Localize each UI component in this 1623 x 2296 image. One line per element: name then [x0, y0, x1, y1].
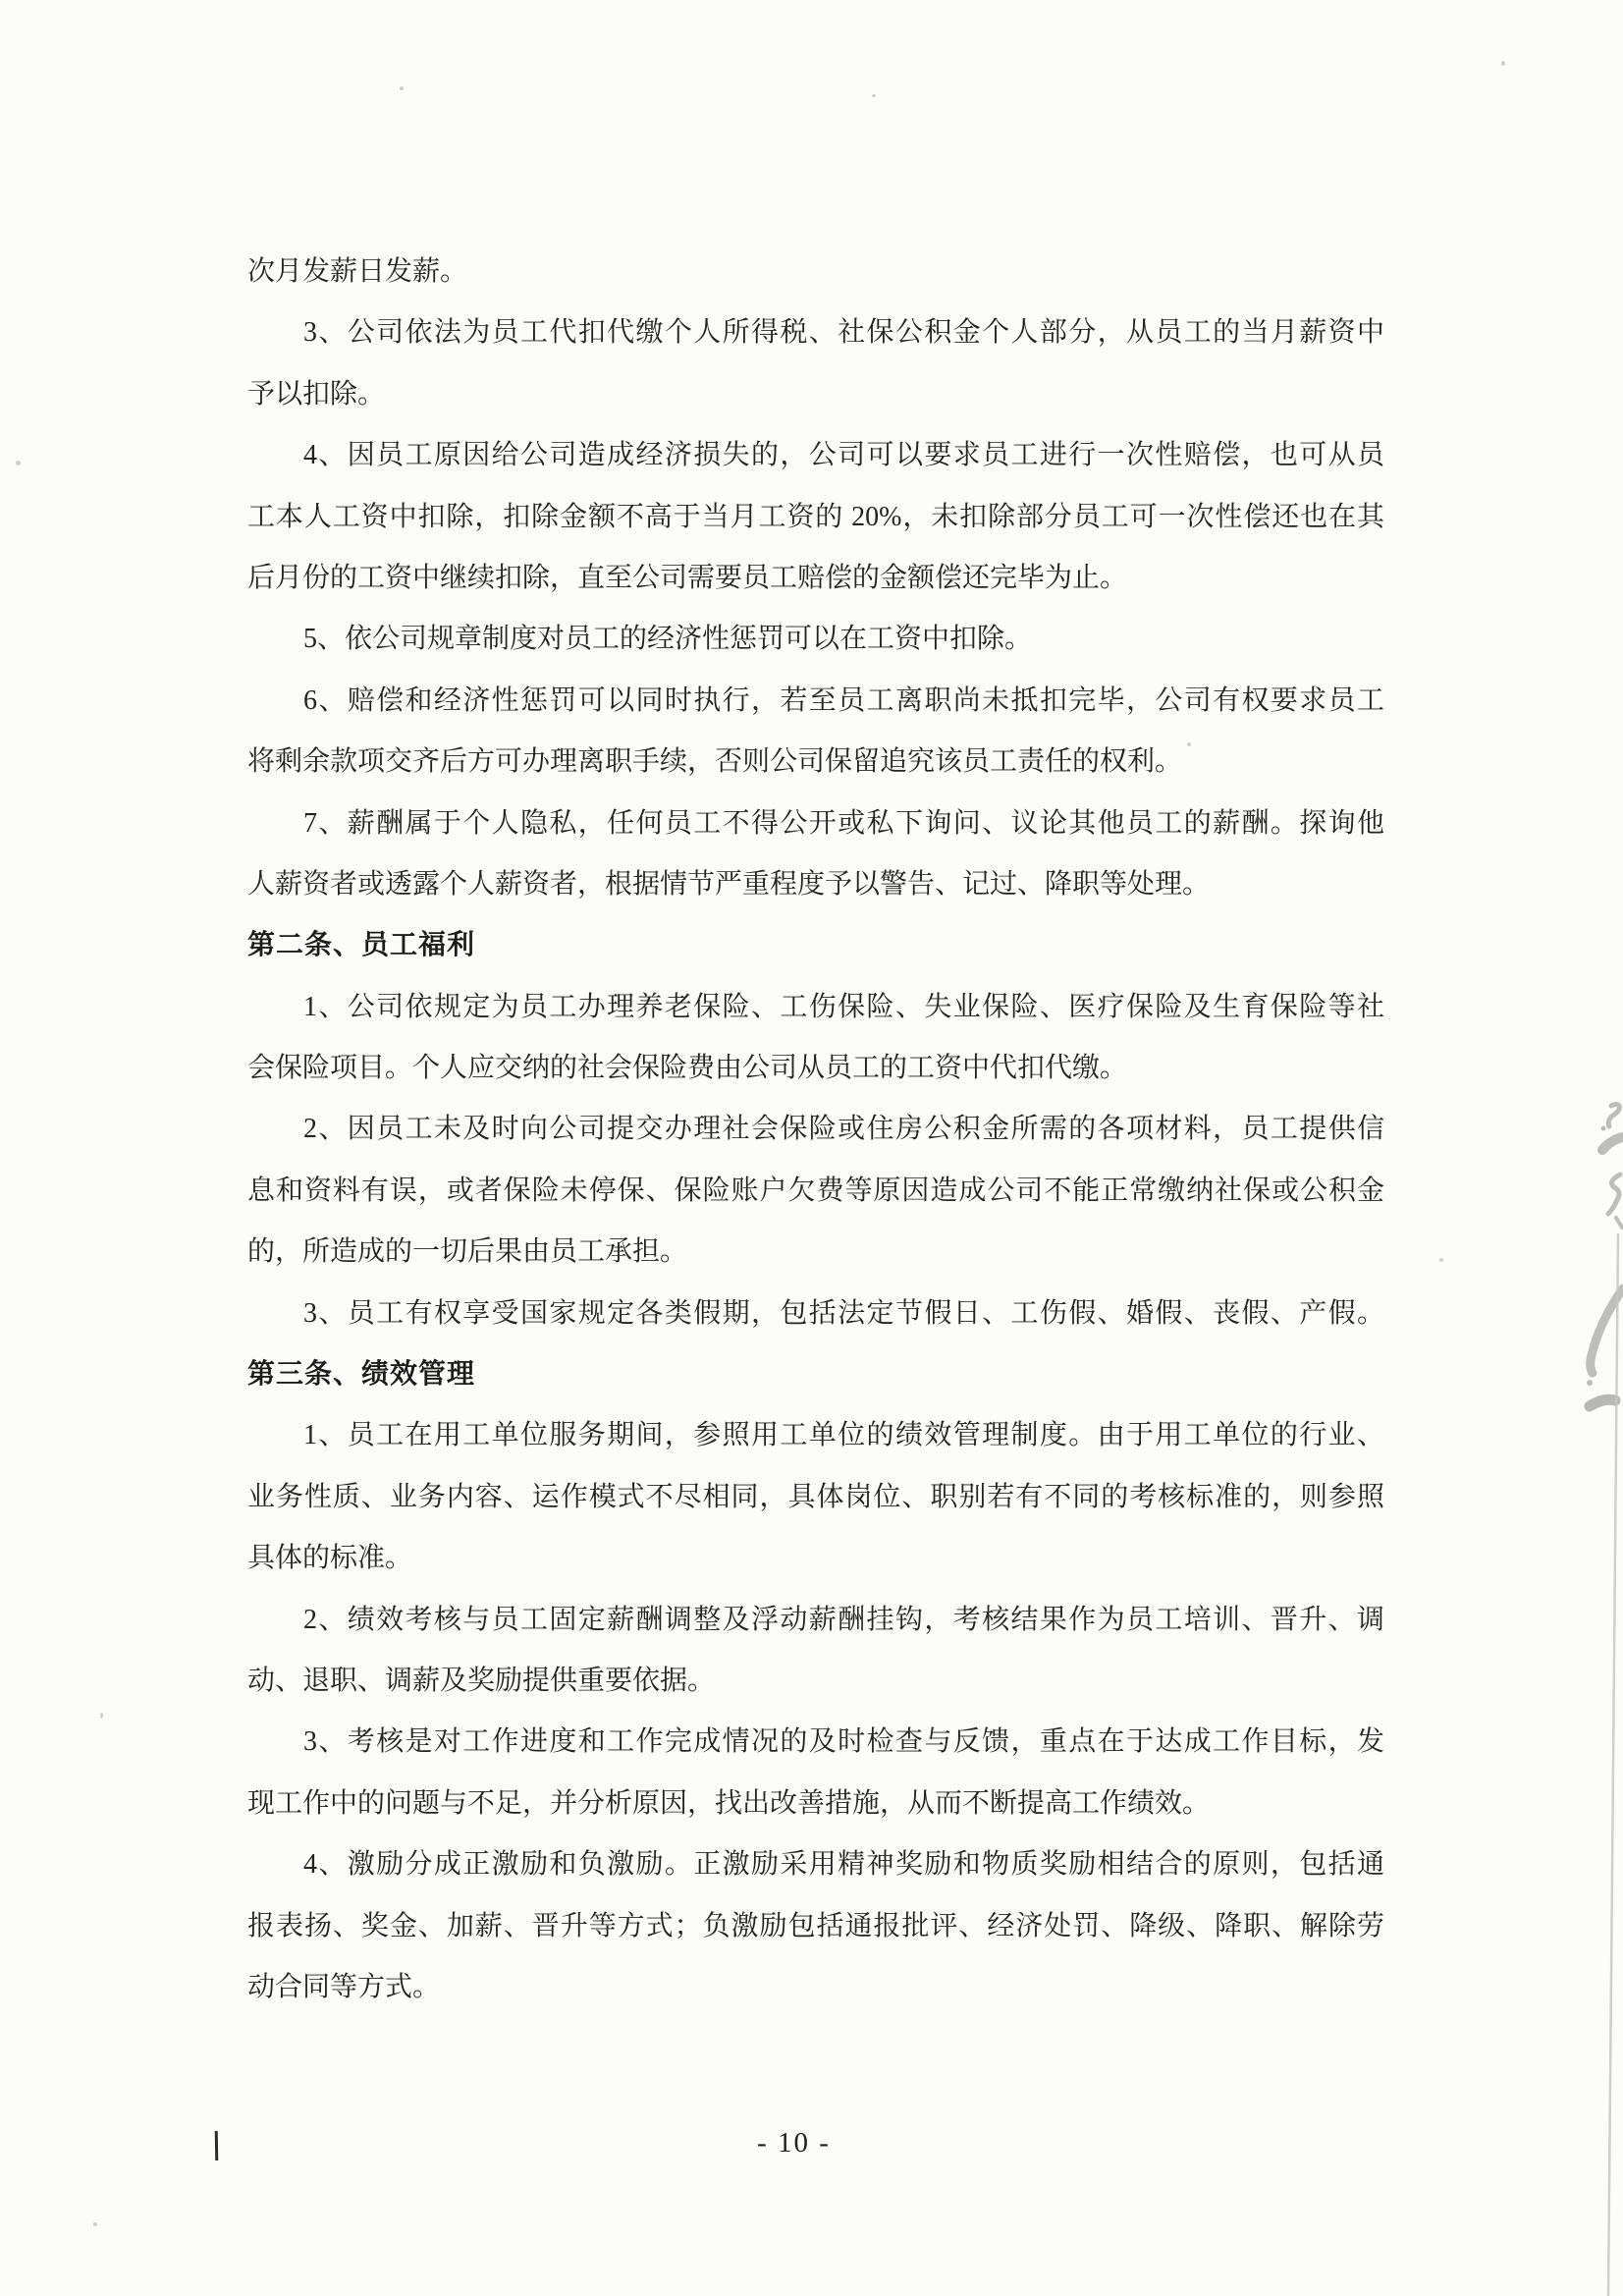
- page-number: - 10 -: [757, 2127, 831, 2159]
- text-line: 次月发薪日发薪。: [247, 256, 468, 287]
- text-line: 2、因员工未及时向公司提交办理社会保险或住房公积金所需的各项材料，员工提供信: [303, 1114, 1384, 1145]
- text-line: 息和资料有误，或者保险未停保、保险账户欠费等原因造成公司不能正常缴纳社保或公积金: [247, 1175, 1384, 1206]
- section-heading: 第三条、绩效管理: [247, 1359, 476, 1391]
- text-line: 将剩余款项交齐后方可办理离职手续，否则公司保留追究该员工责任的权利。: [247, 746, 1183, 778]
- text-line: 业务性质、业务内容、运作模式不尽相同，具体岗位、职别若有不同的考核标准的，则参照: [247, 1481, 1384, 1512]
- text-line: 5、依公司规章制度对员工的经济性惩罚可以在工资中扣除。: [303, 624, 1033, 655]
- text-line: 动合同等方式。: [247, 1971, 441, 2002]
- document-body: [247, 242, 1384, 2018]
- text-line: 动、退职、调薪及奖励提供重要依据。: [247, 1665, 716, 1696]
- text-line: 会保险项目。个人应交纳的社会保险费由公司从员工的工资中代扣代缴。: [247, 1053, 1128, 1084]
- text-line: 6、赔偿和经济性惩罚可以同时执行，若至员工离职尚未抵扣完毕，公司有权要求员工: [303, 684, 1384, 716]
- text-line: 具体的标准。: [247, 1543, 413, 1574]
- text-line: 1、员工在用工单位服务期间，参照用工单位的绩效管理制度。由于用工单位的行业、: [303, 1420, 1384, 1451]
- text-line: 人薪资者或透露个人薪资者，根据情节严重程度予以警告、记过、降职等处理。: [247, 868, 1211, 900]
- text-line: 3、公司依法为员工代扣代缴个人所得税、社保公积金个人部分，从员工的当月薪资中: [303, 317, 1384, 349]
- text-line: 的，所造成的一切后果由员工承担。: [247, 1236, 688, 1268]
- text-line: 后月份的工资中继续扣除，直至公司需要员工赔偿的金额偿还完毕为止。: [247, 562, 1128, 593]
- text-line: 工本人工资中扣除，扣除金额不高于当月工资的 20%，未扣除部分员工可一次性偿还也在其: [247, 501, 1384, 532]
- section-heading: 第二条、员工福利: [247, 930, 476, 961]
- text-line: 3、员工有权享受国家规定各类假期，包括法定节假日、工伤假、婚假、丧假、产假。: [303, 1297, 1384, 1329]
- left-margin-mark: [215, 2131, 219, 2160]
- text-line: 3、考核是对工作进度和工作完成情况的及时检查与反馈，重点在于达成工作目标，发: [303, 1726, 1384, 1758]
- text-line: 2、绩效考核与员工固定薪酬调整及浮动薪酬挂钩，考核结果作为员工培训、晋升、调: [303, 1604, 1384, 1635]
- text-line: 予以扣除。: [247, 378, 386, 410]
- text-line: 4、因员工原因给公司造成经济损失的，公司可以要求员工进行一次性赔偿，也可从员: [303, 440, 1384, 471]
- text-line: 4、激励分成正激励和负激励。正激励采用精神奖励和物质奖励相结合的原则，包括通: [303, 1849, 1384, 1881]
- text-line: 7、薪酬属于个人隐私，任何员工不得公开或私下询问、议论其他员工的薪酬。探询他: [303, 807, 1384, 839]
- text-line: 现工作中的问题与不足，并分析原因，找出改善措施，从而不断提高工作绩效。: [247, 1787, 1211, 1819]
- text-line: 1、公司依规定为员工办理养老保险、工伤保险、失业保险、医疗保险及生育保险等社: [303, 991, 1384, 1022]
- text-line: 报表扬、奖金、加薪、晋升等方式；负激励包括通报批评、经济处罚、降级、降职、解除劳: [247, 1910, 1384, 1941]
